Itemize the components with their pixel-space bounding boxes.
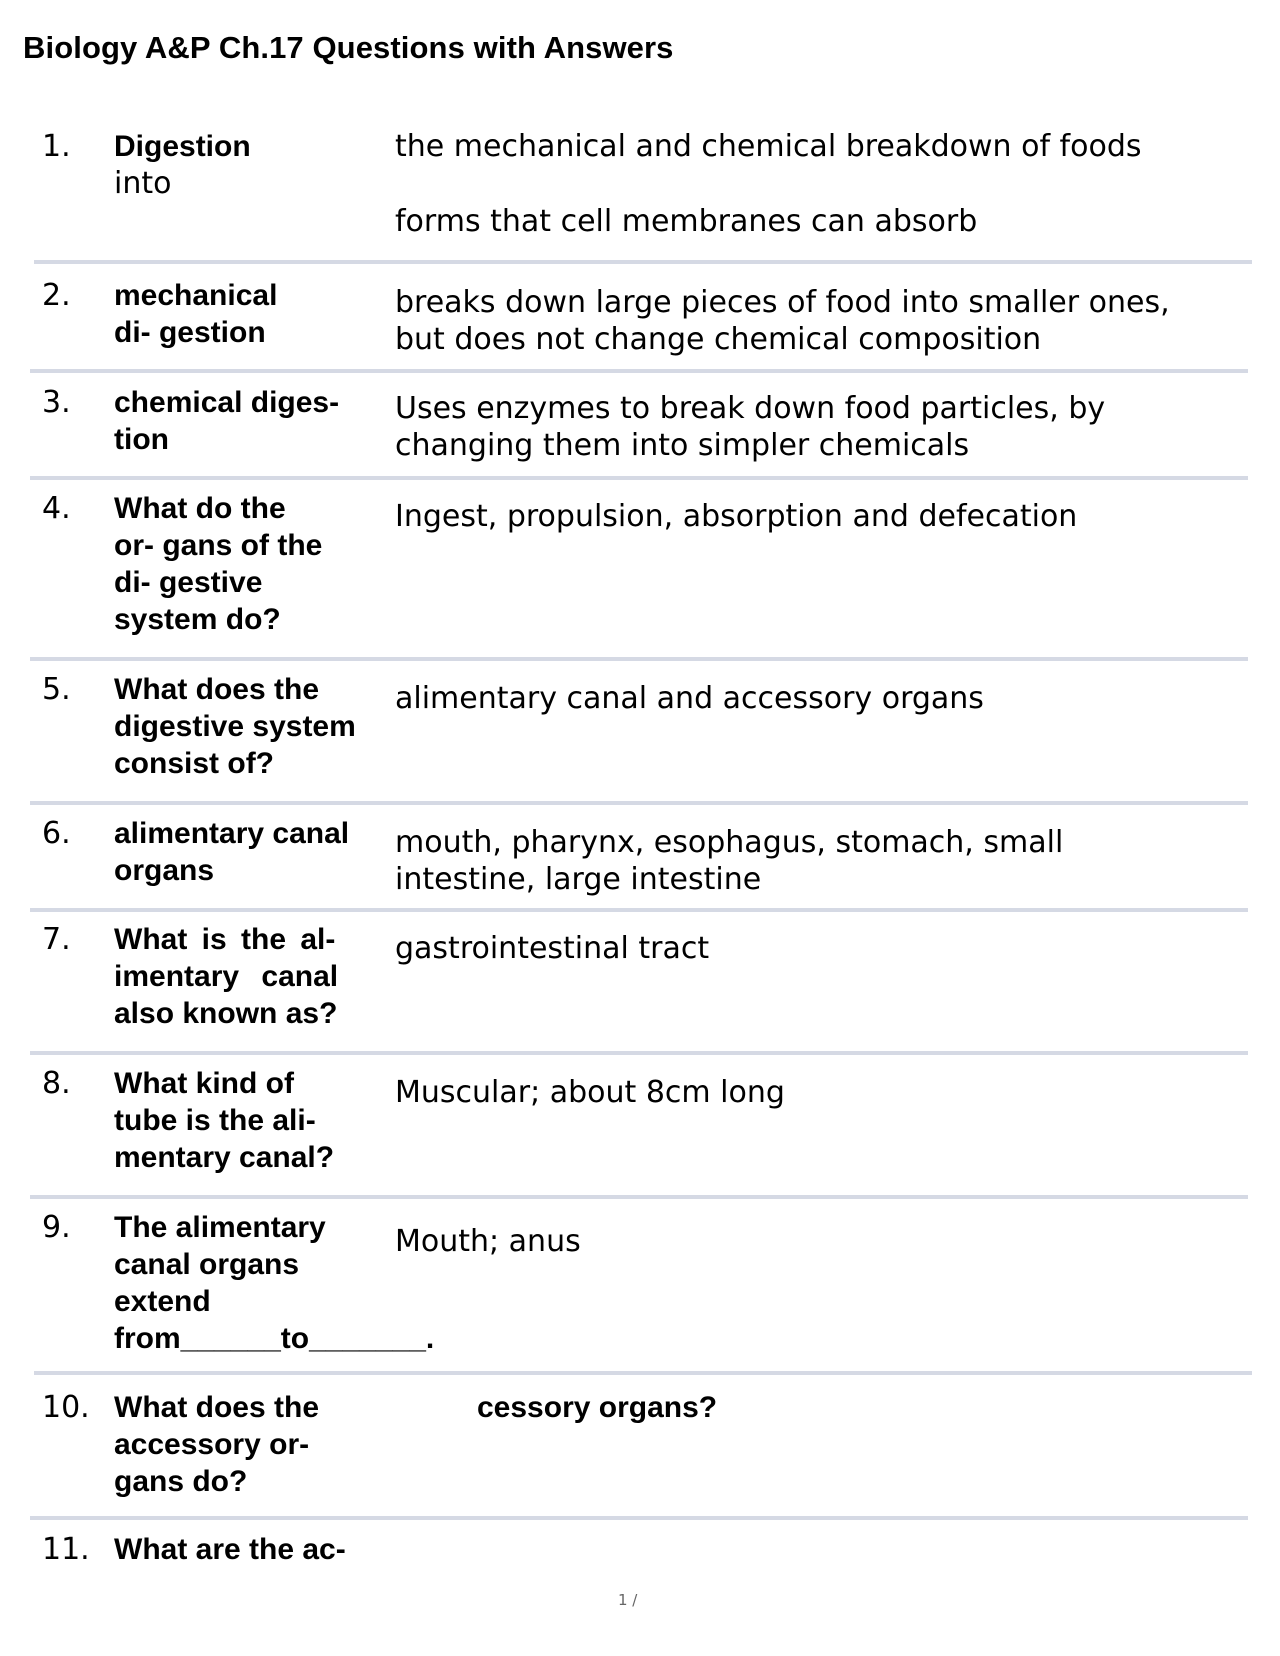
answer-line: breaks down large pieces of food into smaller ones, [395,285,1170,320]
row-divider [30,801,1248,805]
answer-line: intestine, large intestine [395,862,762,897]
question-term-line: What do the [114,492,286,525]
row-divider [30,908,1248,912]
answer-line: changing them into simpler chemicals [395,428,970,463]
question-term-line: or- gans of the [114,529,323,562]
row-divider [30,657,1248,661]
question-term-tail: into [114,166,172,201]
answer-text [395,680,984,717]
answer-line: Ingest, propulsion, absorption and defecation [395,499,1078,534]
answer-line: but does not change chemical composition [395,322,1042,357]
answer-line: the mechanical and chemical breakdown of foods [395,129,1142,164]
answer-text [395,1223,581,1260]
row-divider [30,476,1248,480]
answer-line: alimentary canal and accessory organs [395,681,984,716]
question-term [114,490,386,638]
row-divider [30,369,1248,373]
item-number: 2. [42,278,71,313]
answer-text [395,1074,785,1111]
question-term [114,1209,435,1357]
answer-line: mouth, pharynx, esophagus, stomach, small [395,825,1064,860]
item-number: 9. [42,1210,71,1245]
question-term-line: What kind of [114,1067,294,1100]
answer-line: Muscular; about 8cm long [395,1075,785,1110]
question-term [114,921,386,1032]
row-divider [34,1371,1252,1375]
question-term-line: from______to_______. [114,1322,435,1355]
answer-text [395,128,1142,240]
question-term-line: chemical diges- [114,386,340,419]
answer-text [395,930,709,967]
question-term [114,1389,386,1500]
item-number: 6. [42,816,71,851]
answer-text [395,284,1170,358]
answer-line: Mouth; anus [395,1224,581,1259]
page-number: 1 / [618,1591,638,1609]
row-divider [30,1051,1248,1055]
question-term-line: gans do? [114,1465,248,1498]
item-number: 11. [42,1532,90,1567]
question-term-line: alimentary canal [114,817,350,850]
answer-text [395,824,1063,898]
question-term-line: also known as? [114,997,338,1030]
question-term-line: What does the [114,673,320,706]
row-divider [30,1195,1248,1199]
question-term-line: di- gestion [114,316,266,349]
answer-line: Uses enzymes to break down food particles, by [395,391,1106,426]
question-term [114,815,386,889]
question-term-line: digestive system [114,710,356,743]
item-number: 3. [42,385,71,420]
question-term [114,128,386,202]
question-term-line: tube is the ali- [114,1104,316,1137]
question-term-line: extend [114,1285,211,1318]
answer-text [395,390,1105,464]
row-divider [34,260,1252,264]
answer-line: gastrointestinal tract [395,931,710,966]
question-term [114,671,386,782]
answer-text [477,1389,717,1426]
row-divider [30,1516,1248,1520]
question-term [114,1065,386,1176]
item-number: 5. [42,672,71,707]
document-title: Biology A&P Ch.17 Questions with Answers [23,30,674,65]
question-term-line: What is the al- [114,923,336,956]
item-number: 8. [42,1066,71,1101]
question-term-line: tion [114,423,169,456]
question-term-line: canal organs [114,1248,300,1281]
answer-line: forms that cell membranes can absorb [395,204,978,239]
question-term-line: What are the ac- [114,1533,346,1566]
item-number: 10. [42,1390,90,1425]
question-term-line: What does the [114,1391,320,1424]
answer-line: cessory organs? [477,1391,718,1424]
item-number: 4. [42,491,71,526]
question-term [114,1531,386,1568]
question-term-line: imentary canal [114,960,339,993]
answer-text [395,498,1077,535]
question-term-line: system do? [114,603,281,636]
item-number: 1. [42,129,71,164]
question-term [114,277,386,351]
item-number: 7. [42,922,71,957]
question-term-line: di- gestive [114,566,263,599]
question-term-line: accessory or- [114,1428,310,1461]
question-term-line: consist of? [114,747,275,780]
question-term-line: mentary canal? [114,1141,335,1174]
question-term-line: The alimentary [114,1211,326,1244]
question-term-line: organs [114,854,215,887]
question-term [114,384,386,458]
question-term-line: Digestion [114,130,251,163]
question-term-line: mechanical [114,279,278,312]
